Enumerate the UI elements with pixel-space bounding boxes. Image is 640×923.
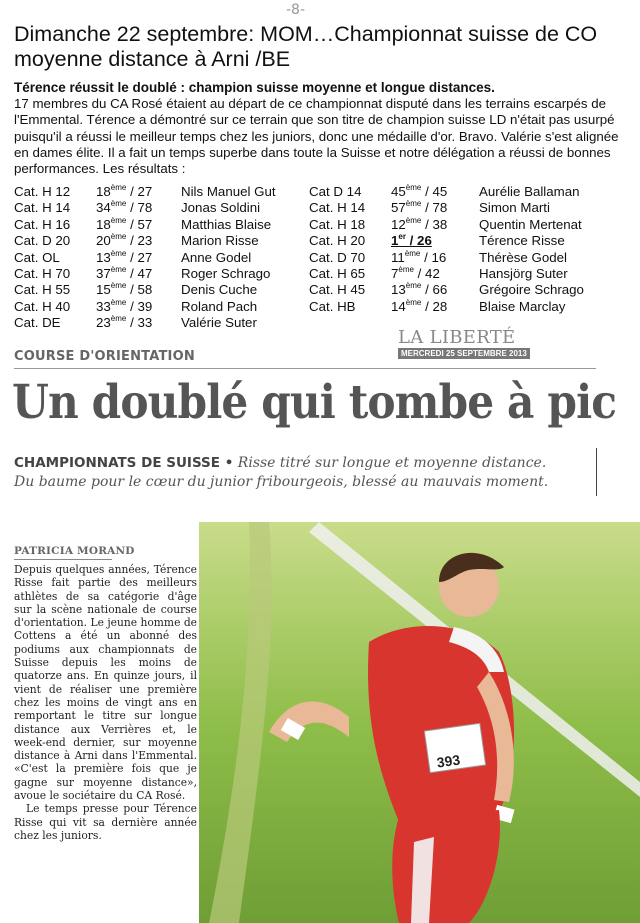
bib-number: 393	[435, 751, 462, 771]
result-row	[14, 299, 304, 315]
result-rank	[391, 200, 447, 216]
result-total: / 45	[425, 184, 448, 199]
result-total: / 66	[425, 282, 448, 298]
result-total: / 78	[130, 200, 153, 216]
result-rank	[391, 282, 447, 298]
divider-line	[14, 368, 596, 369]
result-rank	[96, 217, 152, 233]
result-rank-suffix: ème	[398, 264, 414, 274]
result-row	[14, 184, 304, 200]
results-list-right	[309, 184, 629, 315]
results-list-left	[14, 184, 304, 332]
result-row	[309, 266, 629, 282]
result-row	[309, 200, 629, 216]
result-name: Valérie Suter	[181, 315, 257, 331]
result-category: Cat. H 45	[309, 282, 366, 298]
result-rank-number: 18	[96, 216, 111, 232]
result-rank-number: 11	[391, 249, 405, 265]
result-rank-number: 33	[96, 298, 111, 314]
result-rank-suffix: ème	[110, 281, 127, 291]
deck-line-2: Du baume pour le cœur du junior fribourgeois, blessé au mauvais moment.	[14, 474, 549, 490]
result-rank	[96, 250, 152, 266]
result-rank-number: 7	[391, 265, 399, 281]
result-name: Roland Pach	[181, 298, 258, 314]
result-total: / 33	[130, 315, 153, 331]
result-name: Anne Godel	[181, 249, 252, 265]
result-rank-number: 15	[96, 282, 111, 298]
result-category: Cat. H 14	[14, 200, 71, 216]
subtitle: Térence réussit le doublé : champion suisse moyenne et longue distances.	[14, 80, 495, 95]
result-row	[309, 184, 629, 200]
article-title: Un doublé qui tombe à pic	[12, 375, 617, 430]
result-rank-number: 13	[391, 282, 406, 298]
result-rank-suffix: ème	[110, 264, 127, 274]
result-total: / 42	[417, 265, 440, 281]
result-rank	[96, 266, 152, 282]
article-rubric: COURSE D'ORIENTATION	[14, 349, 195, 364]
result-name: Grégoire Schrago	[479, 282, 584, 298]
result-rank	[391, 250, 446, 266]
result-rank	[391, 217, 447, 233]
article-paragraph-2: Le temps presse pour Térence Risse qui vit sa dernière année chez les juniors.	[14, 802, 197, 842]
result-rank-number: 57	[391, 200, 406, 216]
result-rank	[391, 184, 447, 200]
result-category: Cat. H 40	[14, 298, 71, 314]
result-category: Cat. HB	[309, 298, 356, 314]
result-rank-suffix: ème	[110, 215, 127, 225]
result-category: Cat. D 20	[14, 233, 71, 249]
result-row	[309, 233, 629, 249]
result-total: / 58	[130, 282, 153, 298]
result-category: Cat. H 70	[14, 265, 71, 281]
result-total: / 57	[130, 216, 153, 232]
masthead-name: LA LIBERTÉ	[398, 327, 516, 348]
result-name: Blaise Marclay	[479, 298, 566, 314]
deck-line-1: Risse titré sur longue et moyenne distance.	[237, 455, 547, 471]
result-name: Quentin Mertenat	[479, 216, 582, 232]
result-total: / 23	[130, 233, 153, 249]
result-rank	[391, 233, 432, 249]
result-rank-number: 13	[96, 249, 111, 265]
result-total: / 27	[130, 184, 153, 199]
result-row	[309, 299, 629, 315]
result-rank	[96, 315, 152, 331]
result-name: Hansjörg Suter	[479, 265, 568, 281]
page-number-mark: -8-	[286, 2, 306, 18]
result-row	[14, 315, 304, 331]
result-name: Denis Cuche	[181, 282, 258, 298]
result-row	[14, 233, 304, 249]
result-rank-number: 45	[391, 184, 406, 199]
article-deck	[14, 454, 599, 492]
result-name: Matthias Blaise	[181, 216, 272, 232]
result-rank-number: 34	[96, 200, 111, 216]
result-rank-suffix: ème	[405, 215, 422, 225]
result-rank	[96, 200, 152, 216]
result-total: / 39	[130, 298, 153, 314]
result-rank-suffix: ème	[110, 183, 127, 192]
result-category: Cat. H 16	[14, 216, 71, 232]
result-category: Cat D 14	[309, 184, 362, 199]
byline: PATRICIA MORAND	[14, 545, 135, 557]
newspaper-masthead	[398, 327, 527, 358]
result-row	[309, 217, 629, 233]
result-category: Cat. H 65	[309, 265, 366, 281]
result-category: Cat. H 20	[309, 233, 366, 249]
result-category: Cat. H 55	[14, 282, 71, 298]
result-row	[14, 217, 304, 233]
result-rank-suffix: ème	[404, 248, 421, 258]
result-rank-suffix: ème	[110, 199, 127, 209]
article-paragraph-1: Depuis quelques années, Térence Risse fait partie des meilleurs athlètes de sa catégorie d'âge sur la scène nationale de course d'orientation. Le jeune homme de Cottens a été un abonné des podiums aux championnats de Suisse depuis les moins de quatorze ans. En quinze jours, il vient de réaliser une première chez les moins de vingt ans en remportant le titre sur longue distance aux Verrières et, le week-end dernier, sur moyenne distance à Arni dans l'Emmental. «C'est la première fois que je gagne sur moyenne distance», avoue le sociétaire du CA Rosé.	[14, 563, 197, 803]
article-body	[14, 563, 197, 842]
result-rank-suffix: ème	[405, 199, 422, 209]
result-total: / 28	[425, 298, 448, 314]
result-row	[309, 250, 629, 266]
result-rank-suffix: ème	[110, 248, 127, 258]
result-rank-suffix: ème	[405, 281, 422, 291]
result-row	[14, 250, 304, 266]
result-rank-suffix: er	[398, 232, 406, 242]
result-rank-number: 14	[391, 298, 406, 314]
result-name: Thérèse Godel	[479, 249, 567, 265]
runner-photo	[199, 522, 640, 923]
result-rank-number: 23	[96, 315, 111, 331]
result-rank	[96, 184, 152, 200]
result-name: Aurélie Ballaman	[479, 184, 580, 199]
result-rank-number: 20	[96, 233, 111, 249]
result-rank	[391, 299, 447, 315]
masthead-date: MERCREDI 25 SEPTEMBRE 2013	[398, 348, 530, 359]
result-name: Jonas Soldini	[181, 200, 261, 216]
result-name: Roger Schrago	[181, 265, 271, 281]
result-name: Simon Marti	[479, 200, 550, 216]
result-rank-suffix: ème	[110, 314, 127, 324]
result-rank-suffix: ème	[405, 297, 422, 307]
deck-caps: CHAMPIONNATS DE SUISSE •	[14, 455, 234, 471]
result-rank	[96, 282, 152, 298]
result-name: Nils Manuel Gut	[181, 184, 276, 199]
result-total: / 38	[425, 216, 448, 232]
result-rank-number: 37	[96, 265, 111, 281]
result-rank-number: 12	[391, 216, 406, 232]
result-total: / 27	[130, 249, 153, 265]
result-rank	[96, 233, 152, 249]
result-rank-suffix: ème	[110, 297, 127, 307]
result-rank-number: 1	[391, 233, 399, 249]
result-category: Cat. DE	[14, 315, 61, 331]
result-rank-suffix: ème	[405, 183, 422, 192]
result-row	[14, 282, 304, 298]
result-rank	[391, 266, 440, 282]
byline-rule	[14, 559, 112, 560]
result-total: / 16	[424, 249, 447, 265]
result-total: / 26	[409, 233, 432, 249]
result-name: Marion Risse	[181, 233, 259, 249]
result-total: / 47	[130, 265, 153, 281]
result-category: Cat. H 14	[309, 200, 366, 216]
result-rank	[96, 299, 152, 315]
result-name: Térence Risse	[479, 233, 565, 249]
result-category: Cat. OL	[14, 249, 60, 265]
result-row	[14, 200, 304, 216]
intro-paragraph: 17 membres du CA Rosé étaient au départ de ce championnat disputé dans les terrains escarpés de l'Emmental. Térence a démontré sur ce terrain que son titre de champion suisse LD n'était pas usurpé puisqu'il a réussi le meilleur temps chez les juniors, donc une médaille d'or. Bravo. Valérie s'est alignée en dames élite. Il a fait un temps superbe dans toute la Suisse et notre délégation a réussi de bonnes performances. Les résultats :	[14, 96, 619, 177]
result-rank-suffix: ème	[110, 232, 127, 242]
result-row	[14, 266, 304, 282]
result-total: / 78	[425, 200, 448, 216]
result-rank-number: 18	[96, 184, 111, 199]
headline: Dimanche 22 septembre: MOM…Championnat suisse de CO moyenne distance à Arni /BE	[14, 22, 598, 71]
result-category: Cat. H 12	[14, 184, 71, 199]
result-category: Cat. D 70	[309, 249, 366, 265]
result-category: Cat. H 18	[309, 216, 366, 232]
result-row	[309, 282, 629, 298]
